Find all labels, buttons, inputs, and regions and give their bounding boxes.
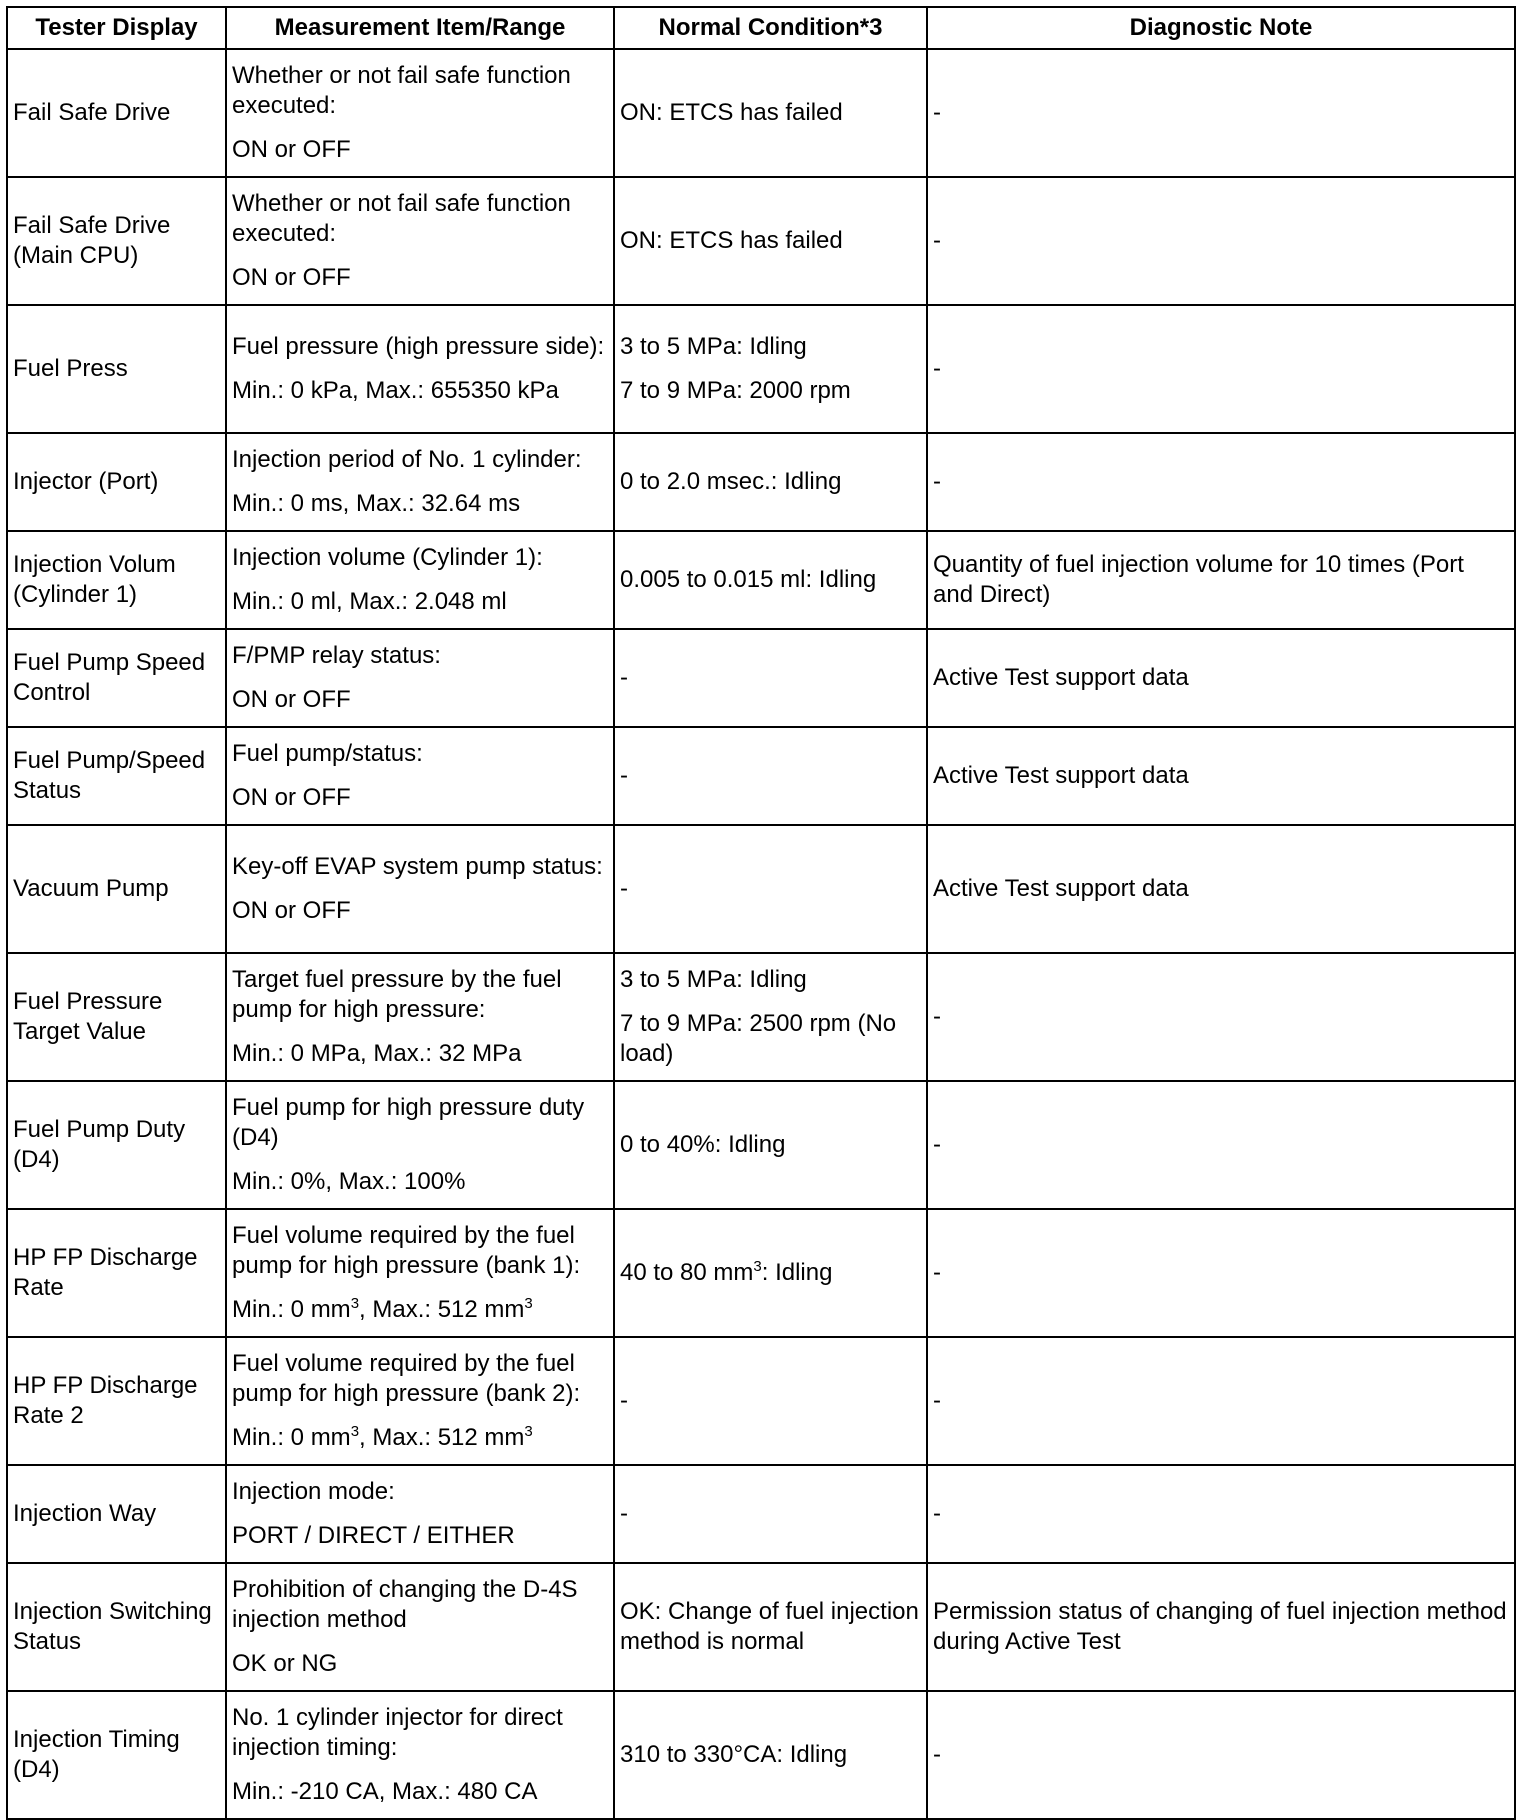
cell-diagnostic-note [927, 629, 1515, 727]
diagnostic-note-text: Permission status of changing of fuel injection method during Active Test [933, 1598, 1514, 1655]
normal-condition-text: ON: ETCS has failed [620, 227, 843, 254]
cell-measurement-item [226, 1337, 614, 1465]
column-header-tester-display: Tester Display [7, 7, 226, 49]
measurement-text: Min.: 0 $mm^3$, Max.: 512 $mm^3$ [232, 1423, 533, 1451]
normal-condition-text: - [620, 664, 628, 691]
diagnostic-note-text: Active Test support data [933, 762, 1189, 789]
cell-tester-display [7, 727, 226, 825]
measurement-text: Fuel volume required by the fuel pump for high pressure (bank 1): [232, 1222, 582, 1279]
cell-measurement-item [226, 177, 614, 305]
diagnostic-note-text: - [933, 227, 941, 254]
data-list-table [6, 6, 1516, 1820]
cell-measurement-item [226, 1465, 614, 1563]
diagnostic-note-text: - [933, 355, 941, 382]
cell-diagnostic-note [927, 177, 1515, 305]
tester-display-text: HP FP Discharge Rate [13, 1244, 205, 1301]
table-row [7, 433, 1515, 531]
column-header-normal-condition: Normal Condition*3 [614, 7, 927, 49]
tester-display-text: HP FP Discharge Rate 2 [13, 1372, 205, 1429]
table-row [7, 727, 1515, 825]
normal-condition-text: ON: ETCS has failed [620, 99, 843, 126]
measurement-text: Key-off EVAP system pump status: [232, 853, 603, 880]
measurement-text: ON or OFF [232, 784, 351, 811]
cell-measurement-item [226, 1691, 614, 1819]
cell-diagnostic-note [927, 49, 1515, 177]
table-row [7, 49, 1515, 177]
table-row [7, 629, 1515, 727]
table-header [7, 7, 1515, 49]
diagnostic-note-text: - [933, 1387, 941, 1414]
tester-display-text: Fuel Pump Speed Control [13, 649, 212, 706]
cell-measurement-item [226, 629, 614, 727]
diagnostic-note-text: - [933, 1259, 941, 1286]
measurement-text: Whether or not fail safe function executed: [232, 190, 578, 247]
tester-display-text: Fail Safe Drive [13, 99, 171, 126]
cell-normal-condition [614, 727, 927, 825]
measurement-text: Min.: 0 MPa, Max.: 32 MPa [232, 1040, 522, 1067]
diagnostic-note-text: - [933, 99, 941, 126]
cell-diagnostic-note [927, 1465, 1515, 1563]
cell-tester-display [7, 1465, 226, 1563]
normal-condition-text: - [620, 762, 628, 789]
cell-normal-condition [614, 1081, 927, 1209]
cell-diagnostic-note [927, 531, 1515, 629]
column-header-diagnostic-note: Diagnostic Note [927, 7, 1515, 49]
tester-display-text: Fuel Pump Duty (D4) [13, 1116, 192, 1173]
cell-normal-condition [614, 1337, 927, 1465]
cell-normal-condition [614, 1209, 927, 1337]
cell-measurement-item [226, 49, 614, 177]
measurement-text: Min.: 0 ms, Max.: 32.64 ms [232, 490, 521, 517]
cell-normal-condition [614, 433, 927, 531]
normal-condition-text: 3 to 5 MPa: Idling [620, 333, 807, 360]
diagnostic-note-text: - [933, 468, 941, 495]
normal-condition-text: OK: Change of fuel injection method is normal [620, 1598, 926, 1655]
cell-tester-display [7, 825, 226, 953]
measurement-text: Injection period of No. 1 cylinder: [232, 446, 582, 473]
table-row [7, 825, 1515, 953]
diagnostic-note-text: Quantity of fuel injection volume for 10 times (Port and Direct) [933, 551, 1471, 608]
normal-condition-text: 7 to 9 MPa: 2500 rpm (No load) [620, 1010, 903, 1067]
normal-condition-text: 3 to 5 MPa: Idling [620, 966, 807, 993]
measurement-text: Min.: 0 kPa, Max.: 655350 kPa [232, 377, 559, 404]
diagnostic-note-text: Active Test support data [933, 875, 1189, 902]
normal-condition-text: - [620, 1387, 628, 1414]
cell-normal-condition [614, 1465, 927, 1563]
tester-display-text: Fuel Press [13, 355, 128, 382]
diagnostic-note-text: - [933, 1500, 941, 1527]
normal-condition-text: 310 to 330°CA: Idling [620, 1741, 848, 1768]
measurement-text: F/PMP relay status: [232, 642, 441, 669]
tester-display-text: Fuel Pump/Speed Status [13, 747, 212, 804]
cell-tester-display [7, 1337, 226, 1465]
normal-condition-text: 0 to 40%: Idling [620, 1131, 786, 1158]
tester-display-text: Injection Volum (Cylinder 1) [13, 551, 183, 608]
cell-normal-condition [614, 531, 927, 629]
cell-tester-display [7, 629, 226, 727]
cell-diagnostic-note [927, 1209, 1515, 1337]
cell-normal-condition [614, 825, 927, 953]
cell-diagnostic-note [927, 1563, 1515, 1691]
measurement-text: ON or OFF [232, 686, 351, 713]
table-row [7, 1209, 1515, 1337]
tester-display-text: Fail Safe Drive (Main CPU) [13, 212, 178, 269]
table-row [7, 1465, 1515, 1563]
cell-tester-display [7, 1563, 226, 1691]
cell-diagnostic-note [927, 727, 1515, 825]
measurement-text: Min.: 0%, Max.: 100% [232, 1168, 466, 1195]
normal-condition-text: 40 to 80 $mm^3$: Idling [620, 1258, 833, 1286]
tester-display-text: Injection Way [13, 1500, 157, 1527]
measurement-text: OK or NG [232, 1650, 338, 1677]
diagnostic-data-sheet [6, 6, 1514, 1820]
measurement-text: Injection mode: [232, 1478, 395, 1505]
table-body [7, 49, 1515, 1819]
normal-condition-text: - [620, 875, 628, 902]
cell-measurement-item [226, 825, 614, 953]
cell-diagnostic-note [927, 1081, 1515, 1209]
table-row [7, 177, 1515, 305]
cell-normal-condition [614, 1563, 927, 1691]
measurement-text: Prohibition of changing the D-4S injection method [232, 1576, 585, 1633]
cell-diagnostic-note [927, 953, 1515, 1081]
cell-diagnostic-note [927, 1691, 1515, 1819]
diagnostic-note-text: - [933, 1003, 941, 1030]
cell-measurement-item [226, 305, 614, 433]
cell-tester-display [7, 531, 226, 629]
normal-condition-text: 0 to 2.0 msec.: Idling [620, 468, 842, 495]
cell-tester-display [7, 305, 226, 433]
measurement-text: Injection volume (Cylinder 1): [232, 544, 543, 571]
cell-tester-display [7, 177, 226, 305]
table-row [7, 1563, 1515, 1691]
cell-normal-condition [614, 629, 927, 727]
measurement-text: Min.: -210 CA, Max.: 480 CA [232, 1778, 538, 1805]
cell-tester-display [7, 1691, 226, 1819]
measurement-text: PORT / DIRECT / EITHER [232, 1522, 515, 1549]
cell-tester-display [7, 953, 226, 1081]
cell-measurement-item [226, 727, 614, 825]
cell-tester-display [7, 1081, 226, 1209]
cell-normal-condition [614, 953, 927, 1081]
measurement-text: Min.: 0 $mm^3$, Max.: 512 $mm^3$ [232, 1295, 533, 1323]
cell-measurement-item [226, 531, 614, 629]
cell-normal-condition [614, 177, 927, 305]
cell-measurement-item [226, 433, 614, 531]
normal-condition-text: 7 to 9 MPa: 2000 rpm [620, 377, 851, 404]
tester-display-text: Injection Switching Status [13, 1598, 219, 1655]
measurement-text: Fuel pump/status: [232, 740, 423, 767]
cell-diagnostic-note [927, 433, 1515, 531]
diagnostic-note-text: Active Test support data [933, 664, 1189, 691]
measurement-text: Min.: 0 ml, Max.: 2.048 ml [232, 588, 507, 615]
cell-tester-display [7, 433, 226, 531]
measurement-text: Fuel volume required by the fuel pump for high pressure (bank 2): [232, 1350, 582, 1407]
cell-normal-condition [614, 49, 927, 177]
table-row [7, 953, 1515, 1081]
cell-measurement-item [226, 953, 614, 1081]
tester-display-text: Injector (Port) [13, 468, 159, 495]
cell-normal-condition [614, 1691, 927, 1819]
measurement-text: Target fuel pressure by the fuel pump for high pressure: [232, 966, 569, 1023]
measurement-text: ON or OFF [232, 264, 351, 291]
measurement-text: ON or OFF [232, 136, 351, 163]
cell-measurement-item [226, 1209, 614, 1337]
cell-tester-display [7, 49, 226, 177]
table-row [7, 305, 1515, 433]
tester-display-text: Injection Timing (D4) [13, 1726, 187, 1783]
header-row [7, 7, 1515, 49]
tester-display-text: Vacuum Pump [13, 875, 169, 902]
cell-diagnostic-note [927, 1337, 1515, 1465]
column-header-measurement-item: Measurement Item/Range [226, 7, 614, 49]
cell-measurement-item [226, 1563, 614, 1691]
tester-display-text: Fuel Pressure Target Value [13, 988, 169, 1045]
table-row [7, 1337, 1515, 1465]
cell-diagnostic-note [927, 825, 1515, 953]
cell-normal-condition [614, 305, 927, 433]
diagnostic-note-text: - [933, 1131, 941, 1158]
diagnostic-note-text: - [933, 1741, 941, 1768]
normal-condition-text: 0.005 to 0.015 ml: Idling [620, 566, 877, 593]
measurement-text: Fuel pump for high pressure duty (D4) [232, 1094, 591, 1151]
table-row [7, 531, 1515, 629]
measurement-text: Whether or not fail safe function executed: [232, 62, 578, 119]
table-row [7, 1691, 1515, 1819]
table-row [7, 1081, 1515, 1209]
cell-tester-display [7, 1209, 226, 1337]
cell-diagnostic-note [927, 305, 1515, 433]
cell-measurement-item [226, 1081, 614, 1209]
measurement-text: Fuel pressure (high pressure side): [232, 333, 605, 360]
measurement-text: No. 1 cylinder injector for direct injection timing: [232, 1704, 570, 1761]
measurement-text: ON or OFF [232, 897, 351, 924]
normal-condition-text: - [620, 1500, 628, 1527]
